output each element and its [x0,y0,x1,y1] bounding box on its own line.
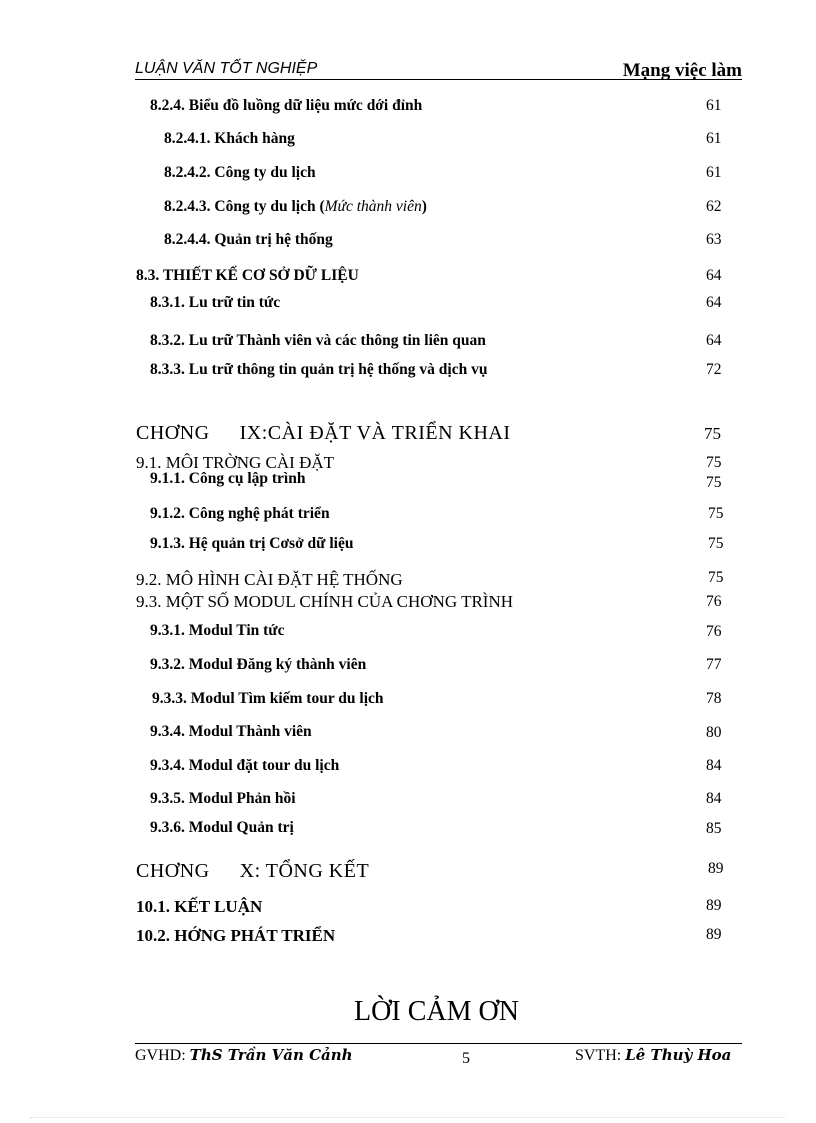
chapter-title: IX:CÀI ĐẶT VÀ TRIỂN KHAI [239,422,511,444]
toc-page-number: 89 [706,897,722,914]
page-edge-divider [30,1117,786,1118]
svth-label: SVTH: [575,1047,622,1064]
toc-page-number: 62 [706,198,722,215]
toc-page-number: 63 [706,231,722,248]
toc-page-number: 80 [706,724,722,741]
footer-supervisor [135,1046,353,1065]
toc-entry[interactable]: 9.3.6. Modul Quản trị [150,819,294,836]
toc-entry[interactable]: 9.3.4. Modul đặt tour du lịch [150,757,340,774]
toc-page-number: 89 [706,926,722,943]
toc-entry[interactable]: 9.2. MÔ HÌNH CÀI ĐẶT HỆ THỐNG [136,570,403,589]
toc-page-number: 75 [708,535,724,552]
toc-page-number: 75 [706,454,722,471]
toc-entry[interactable]: 10.2. HỚNG PHÁT TRIỂN [136,926,336,945]
toc-chapter-entry[interactable] [136,422,511,445]
toc-entry[interactable]: 9.1.1. Công cụ lập trình [150,470,306,487]
toc-entry[interactable]: 8.2.4.1. Khách hàng [164,130,295,147]
toc-entry[interactable]: 9.3.1. Modul Tin tức [150,622,285,639]
toc-entry[interactable]: 9.1. MÔI TRỜNG CÀI ĐẶT [136,453,335,472]
toc-page-number: 85 [706,820,722,837]
toc-entry[interactable]: 9.3.3. Modul Tìm kiếm tour du lịch [152,690,384,707]
toc-page-number: 84 [706,790,722,807]
supervisor-name: ThS Trần Văn Cảnh [189,1046,353,1064]
toc-page-number: 89 [708,860,724,877]
chapter-word: CHƠNG [136,422,210,444]
toc-page-number: 75 [704,424,721,443]
toc-entry[interactable]: 9.3. MỘT SỐ MODUL CHÍNH CỦA CHƠNG TRÌNH [136,592,514,611]
toc-page-number: 75 [706,474,722,491]
header-thesis-label: LUẬN VĂN TỐT NGHIỆP [135,60,318,77]
toc-entry[interactable]: 8.3.1. Lu trữ tin tức [150,294,281,311]
header-rule [135,79,742,80]
toc-entry[interactable]: 8.3.3. Lu trữ thông tin quản trị hệ thống và dịch vụ [150,361,488,378]
toc-entry[interactable]: 8.2.4. Biểu đồ luồng dữ liệu mức dới đỉnh [150,97,423,114]
toc-entry[interactable] [164,198,427,216]
toc-page-number: 75 [708,505,724,522]
toc-entry-italic: Mức thành viên [324,198,422,215]
header-topic-label: Mạng việc làm [622,60,742,81]
footer-student [575,1046,731,1065]
toc-page-number: 61 [706,130,722,147]
toc-page-number: 76 [706,623,722,640]
section-title: LỜI CẢM ƠN [354,996,519,1027]
toc-page-number: 77 [706,656,722,673]
toc-entry[interactable]: 8.2.4.2. Công ty du lịch [164,164,316,181]
toc-entry[interactable]: 8.3.2. Lu trữ Thành viên và các thông tin liên quan [150,332,486,349]
toc-page-number: 61 [706,164,722,181]
toc-page-number: 64 [706,294,722,311]
toc-entry[interactable]: 9.1.3. Hệ quản trị Cơsở dữ liệu [150,535,354,552]
toc-entry[interactable]: 9.3.4. Modul Thành viên [150,723,312,740]
toc-page-number: 64 [706,267,722,284]
toc-page-number: 72 [706,361,722,378]
toc-entry-text: ) [421,198,427,215]
toc-chapter-entry[interactable] [136,860,369,883]
chapter-word: CHƠNG [136,860,210,882]
toc-entry[interactable]: 9.3.2. Modul Đăng ký thành viên [150,656,367,673]
toc-page-number: 61 [706,97,722,114]
footer-rule [135,1043,742,1044]
student-name: Lê Thuỳ Hoa [625,1046,732,1064]
toc-page-number: 78 [706,690,722,707]
toc-entry[interactable]: 9.1.2. Công nghệ phát triển [150,505,330,522]
toc-entry[interactable]: 8.2.4.4. Quản trị hệ thống [164,231,333,248]
toc-entry[interactable]: 9.3.5. Modul Phản hồi [150,790,296,807]
toc-page-number: 75 [708,569,724,586]
toc-entry[interactable]: 8.3. THIẾT KẾ CƠ SỞ DỮ LIỆU [136,267,359,284]
chapter-title: X: TỔNG KẾT [239,860,370,882]
toc-page-number: 84 [706,757,722,774]
gvhd-label: GVHD: [135,1047,186,1064]
toc-entry-text: 8.2.4.3. Công ty du lịch ( [164,198,325,215]
toc-entry[interactable]: 10.1. KẾT LUẬN [136,897,263,916]
toc-page-number: 76 [706,593,722,610]
page-number: 5 [462,1050,470,1067]
toc-page-number: 64 [706,332,722,349]
